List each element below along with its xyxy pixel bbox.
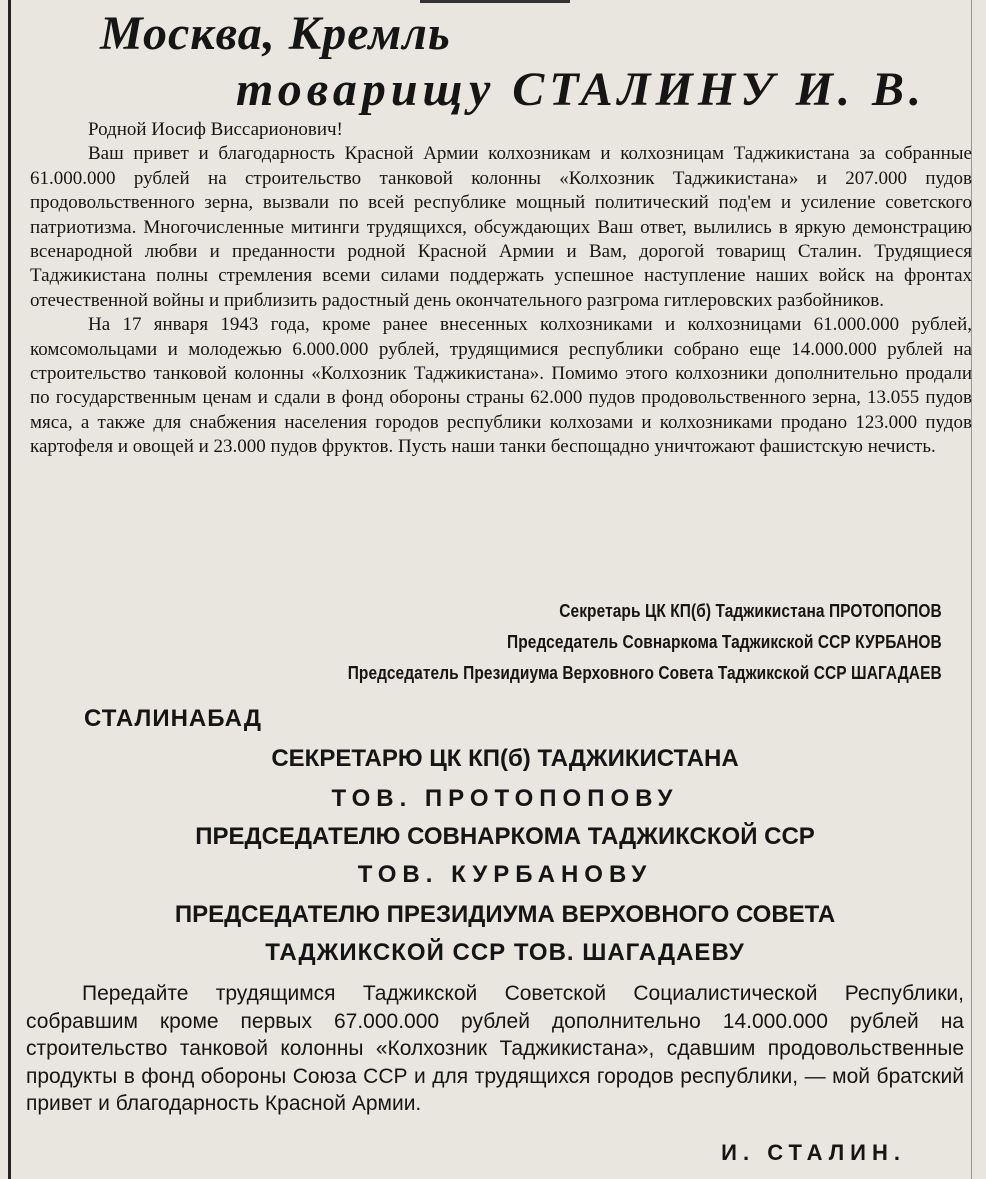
signature-shagadaev: Председатель Президиума Верховного Совета Таджикской ССР ШАГАДАЕВ: [347, 663, 942, 683]
signature-kurbanov: Председатель Совнаркома Таджикской ССР КУРБАНОВ: [507, 632, 942, 652]
letter-body: [30, 118, 972, 460]
letter-paragraph-2: На 17 января 1943 года, кроме ранее внесенных колхозниками и колхозницами 61.000.000 рублей, комсомольцами и молодежью 6.000.000 рублей, трудящимися республики собрано еще 14.000.000 рублей на строительство танковой колонны «Колхозник Таджикистана». Помимо этого колхозники дополнительно продали по государственным ценам и сдали в фонд обороны страны 62.000 пудов продовольственного зерна, 13.055 пудов мяса, а также для снабжения населения городов республики колхозами и колхозниками продано 123.000 пудов картофеля и овощей и 23.000 пудов фруктов. Пусть наши танки беспощадно уничтожают фашистскую нечисть.: [30, 314, 972, 458]
address-city: СТАЛИНАБАД: [84, 705, 262, 732]
address-line-1: СЕКРЕТАРЮ ЦК КП(б) ТАДЖИКИСТАНА: [271, 745, 739, 772]
reply-body: [26, 980, 964, 1118]
heading-line-1: Москва, Кремль: [100, 7, 451, 60]
top-rule: [420, 0, 570, 3]
letter-paragraph-1: Ваш привет и благодарность Красной Армии колхозникам и колхозницам Таджикистана за собранные 61.000.000 рублей на строительство танковой колонны «Колхозник Таджикистана» и 207.000 пудов продовольственного зерна, вызвали по всей республике мощный политический под'ем и усиление советского патриотизма. Многочисленные митинги трудящихся, обсуждающих Ваш ответ, вылились в яркую демонстрацию всенародной любви и преданности родной Красной Армии и Вам, дорогой товарищ Сталин. Трудящиеся Таджикистана полны стремления всеми силами поддержать успешное наступление наших войск на фронтах отечественной войны и приблизить радостный день окончательного разгрома гитлеровских разбойников.: [30, 143, 972, 311]
column-rule-left: [8, 0, 11, 1179]
address-line-2: ТОВ. ПРОТОПОПОВУ: [331, 785, 679, 812]
address-line-5: ПРЕДСЕДАТЕЛЮ ПРЕЗИДИУМА ВЕРХОВНОГО СОВЕТА: [174, 901, 836, 928]
letter-greeting: Родной Иосиф Виссарионович!: [88, 119, 343, 140]
address-line-4: ТОВ. КУРБАНОВУ: [357, 861, 653, 888]
address-line-6: ТАДЖИКСКОЙ ССР ТОВ. ШАГАДАЕВУ: [265, 939, 745, 966]
signature-protopopov: Секретарь ЦК КП(б) Таджикистана ПРОТОПОПОВ: [559, 601, 942, 621]
reply-signature: И. СТАЛИН.: [721, 1140, 906, 1165]
reply-paragraph: Передайте трудящимся Таджикской Советской Социалистической Республики, собравшим кроме первых 67.000.000 рублей дополнительно 14.000.000 рублей на строительство танковой колонны «Колхозник Таджикистана», сдавшим продовольственные продукты в фонд обороны Союза ССР и для трудящихся городов республики, — мой братский привет и благодарность Красной Армии.: [26, 982, 964, 1116]
letter-signatures: [251, 596, 942, 689]
address-line-3: ПРЕДСЕДАТЕЛЮ СОВНАРКОМА ТАДЖИКСКОЙ ССР: [195, 823, 815, 850]
heading-line-2: товарищу СТАЛИНУ И. В.: [236, 63, 926, 116]
